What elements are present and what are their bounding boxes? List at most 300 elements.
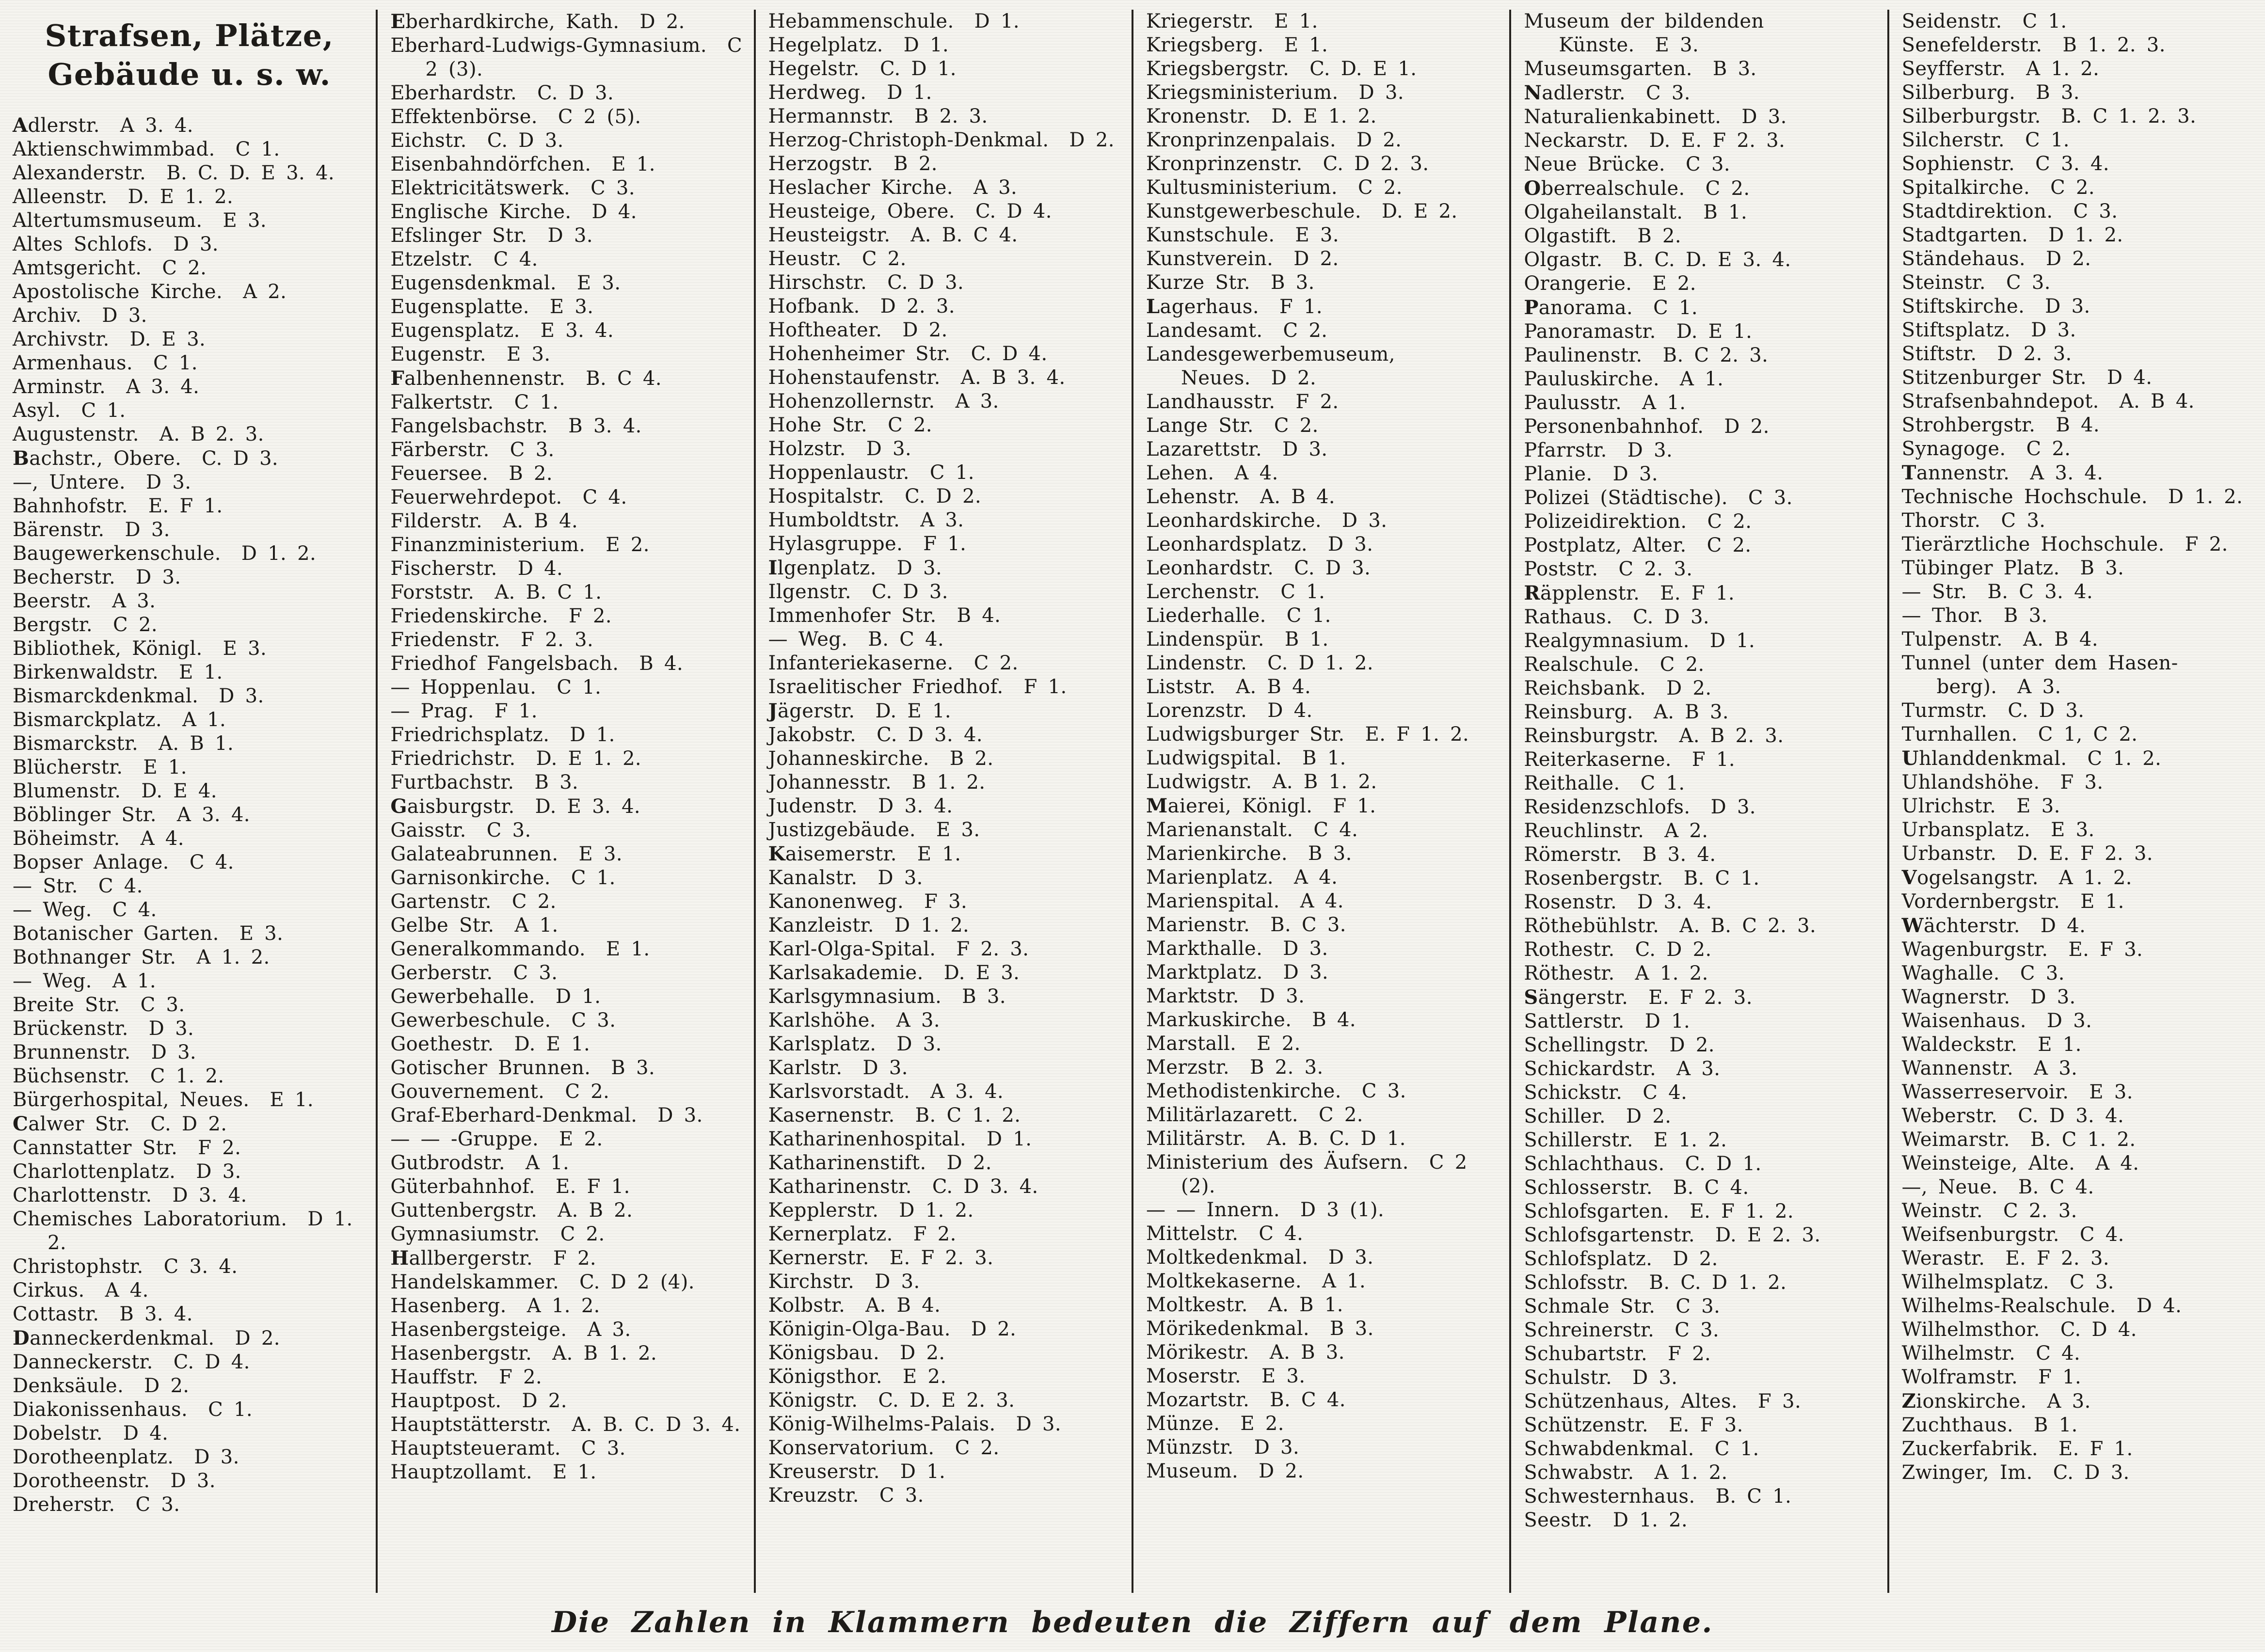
index-entry [1902, 1223, 2255, 1247]
index-entry [1146, 271, 1499, 295]
entry-grid-reference: D 3. [102, 304, 147, 327]
entry-grid-reference: D 2. [1724, 415, 1770, 438]
entry-name: Stadtgarten. [1901, 224, 2028, 246]
entry-grid-reference: B 1. 2. [911, 771, 986, 794]
entry-grid-reference: B 3. [1308, 842, 1352, 865]
entry-grid-reference: A. B 2. 3. [159, 423, 264, 445]
entry-grid-reference: C 3. [510, 439, 555, 461]
entry-name: Hofbank. [768, 295, 860, 318]
entry-grid-reference: A 2. [1664, 820, 1708, 842]
entry-name: Strafsenbahndepot. [1901, 390, 2099, 413]
entry-grid-reference: D 1. [887, 81, 932, 104]
entry-name: Königin-Olga-Bau. [768, 1318, 951, 1340]
entry-grid-reference: A. B. C 1. [494, 581, 602, 604]
index-entry [1146, 1293, 1499, 1317]
entry-name: Filderstr. [390, 510, 483, 532]
entry-name: Hauffstr. [390, 1366, 479, 1388]
entry-grid-reference: B 4. [2056, 414, 2100, 436]
index-entry [1524, 391, 1877, 415]
index-entry [1146, 223, 1499, 247]
index-entry [390, 271, 744, 295]
index-entry [768, 105, 1122, 128]
entry-grid-reference: B 4. [1312, 1009, 1356, 1031]
index-entry [768, 675, 1122, 699]
entry-grid-reference: D 4. [2136, 1295, 2182, 1317]
index-entry [1146, 675, 1499, 699]
index-entry [1902, 342, 2255, 366]
index-entry [390, 1294, 744, 1318]
index-entry [390, 1271, 744, 1294]
index-entry [390, 723, 744, 747]
index-entry [390, 1175, 744, 1199]
index-entry [1524, 81, 1877, 105]
entry-name: Weifsenburgstr. [1901, 1223, 2059, 1246]
entry-grid-reference: D 3. [219, 685, 264, 707]
entry-name: Militärlazarett. [1146, 1104, 1298, 1126]
entry-grid-reference: C. D 3. [871, 581, 948, 603]
entry-name: Gerberstr. [390, 962, 493, 984]
entry-name: Garnisonkirche. [390, 867, 551, 889]
entry-grid-reference: C 2. [888, 414, 932, 436]
index-entry [13, 113, 366, 138]
entry-grid-reference: C 1. [1286, 604, 1331, 627]
index-entry [1902, 651, 2255, 699]
entry-name: Blumenstr. [13, 780, 121, 802]
index-entry [13, 256, 366, 280]
index-entry [13, 328, 366, 351]
index-entry [1146, 937, 1499, 961]
entry-name: Armenhaus. [13, 352, 133, 374]
index-entry [1524, 534, 1877, 557]
entry-grid-reference: D 3. [2045, 295, 2090, 318]
entry-name: Olgastr. [1524, 249, 1603, 271]
entry-name: Johannesstr. [768, 771, 892, 794]
entry-grid-reference: A 3. [2034, 1057, 2078, 1080]
index-entry [768, 176, 1122, 200]
entry-name: Kronprinzenpalais. [1146, 129, 1336, 151]
index-entry [13, 922, 366, 946]
index-entry [1902, 1152, 2255, 1175]
entry-name: Archiv. [13, 304, 82, 327]
entry-grid-reference: D 3. [1632, 1366, 1678, 1389]
entry-name: Kultusministerium. [1146, 176, 1338, 199]
entry-name: Kriegerstr. [1146, 10, 1254, 32]
entry-grid-reference: F 1. [1333, 795, 1376, 817]
index-entry [1902, 81, 2255, 105]
entry-name: Karlsgymnasium. [768, 985, 942, 1008]
entry-grid-reference: F 2. [1295, 391, 1339, 413]
entry-grid-reference: B 2. 3. [1250, 1056, 1324, 1079]
entry-name: Bärenstr. [13, 519, 105, 541]
entry-grid-reference: B 1. 2. 3. [2062, 34, 2166, 56]
entry-grid-reference: D 2. [1666, 677, 1712, 699]
index-entry [390, 1032, 744, 1056]
entry-grid-reference: C 1. [557, 676, 602, 699]
entry-name: Schwesternhaus. [1524, 1485, 1695, 1508]
entry-grid-reference: D. E 2. [1381, 200, 1458, 222]
entry-grid-reference: B. C. D. E 3. 4. [1623, 249, 1791, 271]
index-entry [390, 866, 744, 890]
entry-name: Silberburgstr. [1901, 105, 2041, 127]
entry-grid-reference: C 2. [2050, 176, 2095, 199]
entry-name: Gymnasiumstr. [390, 1223, 540, 1245]
entry-name: Ilgenplatz. [768, 556, 877, 579]
entry-grid-reference: A. B 4. [1260, 486, 1336, 508]
entry-name: Landesgewerbemuseum, Neues. [1146, 343, 1395, 389]
entry-grid-reference: E 3. [1655, 34, 1699, 56]
index-entry [390, 343, 744, 366]
entry-grid-reference: C 1. [81, 399, 126, 422]
entry-grid-reference: C 3. [1686, 153, 1730, 175]
entry-name: Kronprinzenstr. [1146, 153, 1303, 175]
entry-name: — — Innern. [1146, 1199, 1280, 1221]
entry-name: Sängerstr. [1524, 986, 1628, 1009]
index-entry [13, 1326, 366, 1350]
index-entry [1146, 105, 1499, 128]
index-entry [390, 985, 744, 1009]
index-entry [1146, 1198, 1499, 1222]
entry-name: — Thor. [1901, 604, 1983, 627]
entry-grid-reference: E 3. [239, 922, 284, 945]
entry-name: Lehenstr. [1146, 486, 1240, 508]
entry-name: Röthestr. [1524, 962, 1615, 985]
entry-name: Archivstr. [13, 328, 110, 350]
entry-name: Schiller. [1524, 1105, 1606, 1128]
index-entry [390, 176, 744, 200]
entry-name: Schwabstr. [1524, 1461, 1634, 1484]
entry-grid-reference: D 2. 3. [880, 295, 956, 318]
entry-name: Zionskirche. [1901, 1390, 2027, 1413]
entry-name: Synagoge. [1901, 438, 2006, 460]
index-entry [1146, 1317, 1499, 1341]
index-entry [390, 200, 744, 224]
entry-grid-reference: C 1. [208, 1398, 253, 1421]
entry-grid-reference: C. D 3. [487, 129, 564, 152]
entry-grid-reference: E. F 2. 3. [1648, 986, 1753, 1009]
entry-grid-reference: E 1. [2080, 890, 2124, 913]
entry-grid-reference: E 2. [1652, 272, 1696, 295]
entry-grid-reference: A 3. 4. [126, 376, 200, 398]
entry-name: Gaisburgstr. [390, 795, 515, 818]
entry-grid-reference: A. B 1. [159, 732, 234, 755]
index-entry [1524, 1461, 1877, 1485]
index-entry [1524, 1342, 1877, 1366]
index-entry [390, 604, 744, 628]
entry-grid-reference: C 4. [98, 875, 143, 897]
index-entry [1902, 247, 2255, 271]
entry-grid-reference: E. F 2. 3. [889, 1247, 994, 1269]
entry-name: Feuerwehrdepot. [390, 486, 562, 508]
entry-grid-reference: A. B 4. [2119, 390, 2195, 413]
entry-grid-reference: C 3. [571, 1009, 616, 1032]
index-entry [768, 723, 1122, 747]
index-entry [768, 1436, 1122, 1460]
entry-grid-reference: E 3. [223, 637, 267, 660]
index-entry [13, 566, 366, 589]
index-entry [13, 851, 366, 874]
entry-name: Kanzleistr. [768, 914, 874, 937]
index-entry [1902, 413, 2255, 437]
entry-name: Hasenbergsteige. [390, 1318, 567, 1341]
index-entry [768, 1389, 1122, 1413]
entry-name: Leonhardstr. [1146, 557, 1274, 579]
index-entry [13, 1088, 366, 1112]
entry-name: Schubartstr. [1524, 1343, 1648, 1365]
entry-name: — Str. [1901, 581, 1967, 603]
entry-name: Fischerstr. [390, 557, 497, 580]
index-entry [1902, 509, 2255, 533]
entry-grid-reference: C 1, C 2. [2038, 723, 2138, 746]
index-entry [1524, 153, 1877, 176]
entry-name: Schillerstr. [1524, 1129, 1633, 1151]
index-entry [390, 819, 744, 842]
entry-name: Eberhardkirche, Kath. [390, 10, 620, 33]
entry-grid-reference: D 2. 3. [1997, 343, 2072, 365]
entry-grid-reference: E. F 1. 2. [1690, 1200, 1794, 1223]
entry-name: Landesamt. [1146, 319, 1263, 342]
index-entry [1902, 1461, 2255, 1485]
index-entry [13, 1279, 366, 1303]
entry-name: Vogelsangstr. [1901, 866, 2039, 889]
entry-name: Gewerbehalle. [390, 985, 536, 1008]
entry-name: Eugensplatz. [390, 319, 520, 342]
entry-name: Weinsteige, Alte. [1901, 1152, 2075, 1175]
entry-grid-reference: A 3. 4. [176, 804, 250, 826]
index-entry [1146, 604, 1499, 628]
entry-name: Heusteige, Obere. [768, 200, 955, 222]
entry-grid-reference: B. C 4. [586, 367, 662, 390]
entry-grid-reference: C 2. [1707, 534, 1752, 556]
entry-name: Marktstr. [1146, 985, 1239, 1007]
entry-grid-reference: F 1. [1691, 748, 1735, 771]
entry-name: Kronenstr. [1146, 105, 1251, 127]
entry-name: Seidenstr. [1901, 10, 2002, 32]
entry-name: Goethestr. [390, 1033, 494, 1055]
entry-grid-reference: D 2. [2046, 248, 2091, 270]
index-entry [1902, 461, 2255, 485]
index-entry [768, 842, 1122, 866]
entry-name: Wilhelmsplatz. [1901, 1271, 2050, 1293]
entry-name: Hegelstr. [768, 58, 860, 80]
entry-name: Polizeidirektion. [1524, 510, 1687, 533]
entry-grid-reference: D 1. [903, 34, 949, 56]
entry-name: Galateabrunnen. [390, 843, 558, 865]
index-entry [390, 366, 744, 391]
index-entry [768, 651, 1122, 675]
entry-grid-reference: C. D 4. [971, 343, 1048, 365]
entry-name: Kirchstr. [768, 1271, 855, 1293]
entry-grid-reference: A. B 3. [1654, 701, 1729, 723]
entry-grid-reference: D 3. [1328, 533, 1373, 556]
index-column-2 [376, 10, 753, 1593]
index-entry [1902, 1080, 2255, 1104]
index-entry [390, 462, 744, 486]
entry-name: Königsbau. [768, 1342, 880, 1364]
index-entry [1524, 1485, 1877, 1509]
entry-grid-reference: E 1. [1284, 34, 1328, 56]
index-entry [13, 684, 366, 708]
index-entry [13, 589, 366, 613]
entry-name: Kurze Str. [1146, 271, 1251, 294]
entry-grid-reference: C 3. [2001, 509, 2046, 532]
entry-grid-reference: F 1. [494, 700, 538, 722]
entry-grid-reference: D 3. [194, 1446, 239, 1468]
page-title-line: Gebäude u. s. w. [48, 57, 331, 92]
entry-name: Ilgenstr. [768, 581, 851, 603]
entry-name: Marienplatz. [1146, 866, 1274, 889]
index-entry [13, 969, 366, 993]
entry-grid-reference: D 1. 2. [48, 1208, 353, 1254]
entry-grid-reference: F 1. [923, 533, 967, 555]
entry-grid-reference: D 3. [896, 1033, 942, 1055]
entry-name: Neckarstr. [1524, 129, 1629, 152]
entry-name: Paulinenstr. [1524, 344, 1643, 366]
entry-name: Seestr. [1524, 1509, 1593, 1531]
entry-grid-reference: D 3. [875, 1271, 920, 1293]
entry-name: Landhausstr. [1146, 391, 1276, 413]
entry-grid-reference: E 2. [1240, 1413, 1284, 1435]
footer-note: Die Zahlen in Klammern bedeuten die Ziffern auf dem Plane. [552, 1605, 1713, 1639]
entry-name: Hylasgruppe. [768, 533, 903, 555]
entry-grid-reference: D 2. [1259, 1460, 1304, 1482]
entry-grid-reference: C 2. [113, 614, 158, 636]
entry-name: Heustr. [768, 248, 842, 270]
entry-grid-reference: C 1. [153, 352, 198, 374]
index-entry [13, 1350, 366, 1374]
index-column-3 [754, 10, 1132, 1593]
entry-name: Bothnanger Str. [13, 946, 176, 969]
entry-name: Wilhelms-Realschule. [1901, 1295, 2116, 1317]
entry-name: Efslinger Str. [390, 224, 527, 247]
index-entry [1902, 938, 2255, 962]
index-entry [390, 676, 744, 699]
entry-grid-reference: D 3. 4. [878, 795, 953, 817]
index-entry [1902, 1271, 2255, 1294]
entry-name: Turnhallen. [1901, 723, 2018, 746]
index-entry [1146, 556, 1499, 580]
entry-grid-reference: B. C 2. 3. [1662, 344, 1769, 366]
index-entry [1524, 1509, 1877, 1532]
entry-name: Böheimstr. [13, 827, 120, 850]
index-entry [13, 1493, 366, 1517]
entry-name: Schellingstr. [1524, 1034, 1649, 1056]
entry-grid-reference: A 3. [2017, 676, 2061, 698]
entry-grid-reference: C 2. [2026, 438, 2071, 460]
entry-grid-reference: D 2. [902, 319, 948, 341]
entry-grid-reference: A 1. 2. [1635, 962, 1708, 985]
index-entry [1146, 57, 1499, 81]
index-entry [1524, 1271, 1877, 1295]
index-entry [1524, 1295, 1877, 1318]
index-entry [768, 1270, 1122, 1294]
entry-grid-reference: A. B 1. 2. [552, 1342, 657, 1365]
entry-grid-reference: D 3. [170, 1470, 216, 1492]
entry-name: Birkenwaldstr. [13, 661, 159, 683]
entry-name: Moserstr. [1146, 1365, 1241, 1387]
entry-grid-reference: A 1. 2. [1654, 1461, 1728, 1484]
entry-grid-reference: C 3. [581, 1437, 626, 1460]
entry-grid-reference: C 3. [2073, 200, 2118, 222]
index-entry [1524, 1390, 1877, 1414]
index-entry [768, 628, 1122, 651]
entry-grid-reference: C 3. [135, 1493, 180, 1516]
entry-grid-reference: D 3. [196, 1160, 241, 1183]
entry-grid-reference: D 3. [125, 519, 170, 541]
index-entry [1146, 628, 1499, 651]
index-entry [13, 1422, 366, 1446]
index-entry [1524, 1081, 1877, 1105]
entry-grid-reference: D. E 1. [875, 700, 952, 722]
entry-name: Arminstr. [13, 376, 106, 398]
entry-name: Zuckerfabrik. [1901, 1438, 2038, 1460]
index-entry [13, 1184, 366, 1207]
entry-name: Mozartstr. [1146, 1389, 1250, 1411]
index-entry [1524, 629, 1877, 653]
entry-name: Postplatz, Alter. [1524, 534, 1687, 556]
entry-name: Karlsakademie. [768, 962, 924, 984]
index-entry [1902, 771, 2255, 794]
entry-grid-reference: D 1. [556, 985, 601, 1008]
entry-name: Museum der bildenden Künste. [1524, 10, 1764, 56]
entry-name: Jägerstr. [768, 699, 855, 722]
entry-name: Hebammenschule. [768, 10, 954, 32]
index-entry [1902, 604, 2255, 628]
index-entry [390, 153, 744, 176]
entry-grid-reference: D. E 3. 4. [535, 795, 641, 818]
entry-name: Wolframstr. [1901, 1366, 2018, 1388]
entry-name: Ludwigspital. [1146, 747, 1282, 769]
index-entry [1146, 1008, 1499, 1032]
entry-name: — Prag. [390, 700, 474, 722]
entry-name: Charlottenplatz. [13, 1160, 176, 1183]
entry-name: Justizgebäude. [768, 819, 916, 841]
index-entry [768, 342, 1122, 366]
entry-grid-reference: C 4. [2079, 1223, 2124, 1246]
entry-name: Charlottenstr. [13, 1184, 152, 1207]
entry-grid-reference: A 3. [955, 390, 999, 413]
entry-name: Schickardstr. [1524, 1058, 1657, 1080]
entry-name: Kanalstr. [768, 867, 858, 889]
entry-grid-reference: E. F 1. 2. [1365, 723, 1469, 746]
entry-name: Israelitischer Friedhof. [768, 676, 1004, 698]
entry-grid-reference: C. D 3. [2008, 699, 2085, 722]
index-entry [768, 390, 1122, 413]
entry-name: Kernerplatz. [768, 1223, 893, 1245]
entry-grid-reference: C. D 3. [1633, 606, 1710, 628]
entry-name: Thorstr. [1901, 509, 1981, 532]
entry-grid-reference: B 3. [1330, 1318, 1374, 1340]
entry-grid-reference: D 2. [1669, 1034, 1715, 1056]
entry-grid-reference: E 1. [2038, 1033, 2082, 1056]
entry-grid-reference: D 1. 2. [2168, 486, 2243, 508]
index-entry [1902, 33, 2255, 57]
entry-grid-reference: D. E 4. [141, 780, 217, 802]
entry-grid-reference: D 2. [946, 1152, 992, 1174]
entry-grid-reference: C 2. [861, 248, 907, 270]
entry-name: Eugenstr. [390, 343, 486, 365]
entry-name: — Str. [13, 875, 78, 897]
entry-name: Strohbergstr. [1901, 414, 2036, 436]
entry-name: Herzog-Christoph-Denkmal. [768, 129, 1049, 151]
entry-grid-reference: D. E 1. 2. [1271, 105, 1377, 127]
entry-name: Generalkommando. [390, 938, 586, 960]
entry-grid-reference: C. D 3. [1294, 557, 1371, 579]
index-entry [768, 508, 1122, 532]
index-entry [390, 794, 744, 819]
entry-grid-reference: F 2. [499, 1366, 542, 1388]
index-entry [1524, 557, 1877, 581]
index-entry [1146, 1388, 1499, 1412]
